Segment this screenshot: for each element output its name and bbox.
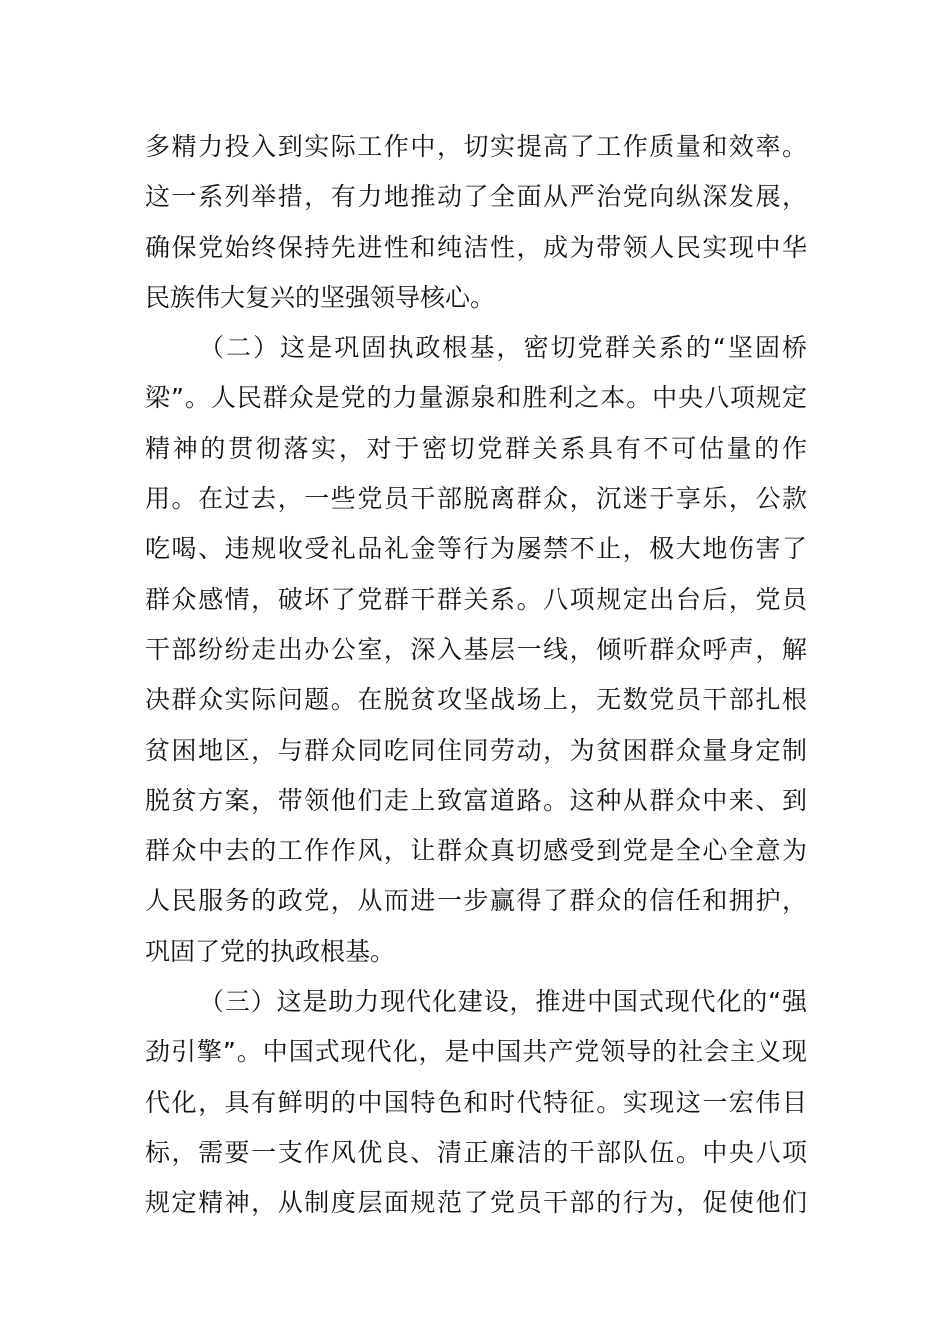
text-line: 群众中去的工作作风，让群众真切感受到党是全心全意为 [145, 836, 807, 866]
text-line: 决群众实际问题。在脱贫攻坚战场上，无数党员干部扎根 [145, 685, 807, 715]
body-text [145, 122, 807, 1229]
text-line: 规定精神，从制度层面规范了党员干部的行为，促使他们 [145, 1188, 807, 1218]
text-line: 确保党始终保持先进性和纯洁性，成为带领人民实现中华 [145, 232, 807, 262]
text-line: 劲引擎”。中国式现代化，是中国共产党领导的社会主义现 [145, 1037, 807, 1067]
text-line: 这一系列举措，有力地推动了全面从严治党向纵深发展， [145, 182, 807, 212]
text-line: 干部纷纷走出办公室，深入基层一线，倾听群众呼声，解 [145, 634, 807, 664]
text-line: 脱贫方案，带领他们走上致富道路。这种从群众中来、到 [145, 785, 807, 815]
section-heading-line: （三）这是助力现代化建设，推进中国式现代化的“强 [199, 987, 807, 1017]
text-line: 代化，具有鲜明的中国特色和时代特征。实现这一宏伟目 [145, 1087, 807, 1117]
section-heading-line: （二）这是巩固执政根基，密切党群关系的“坚固桥 [199, 333, 807, 363]
text-line: 群众感情，破坏了党群干群关系。八项规定出台后，党员 [145, 584, 807, 614]
text-line: 吃喝、违规收受礼品礼金等行为屡禁不止，极大地伤害了 [145, 534, 807, 564]
text-line: 人民服务的政党，从而进一步赢得了群众的信任和拥护， [145, 886, 807, 916]
text-line: 民族伟大复兴的坚强领导核心。 [145, 282, 496, 312]
text-line: 多精力投入到实际工作中，切实提高了工作质量和效率。 [145, 132, 807, 161]
text-line: 梁”。人民群众是党的力量源泉和胜利之本。中央八项规定 [145, 383, 807, 413]
text-line: 精神的贯彻落实，对于密切党群关系具有不可估量的作 [145, 433, 807, 463]
text-line: 贫困地区，与群众同吃同住同劳动，为贫困群众量身定制 [145, 735, 807, 765]
text-line: 标，需要一支作风优良、清正廉洁的干部队伍。中央八项 [145, 1137, 807, 1167]
text-line: 用。在过去，一些党员干部脱离群众，沉迷于享乐，公款 [145, 484, 807, 514]
text-line: 巩固了党的执政根基。 [145, 936, 396, 966]
